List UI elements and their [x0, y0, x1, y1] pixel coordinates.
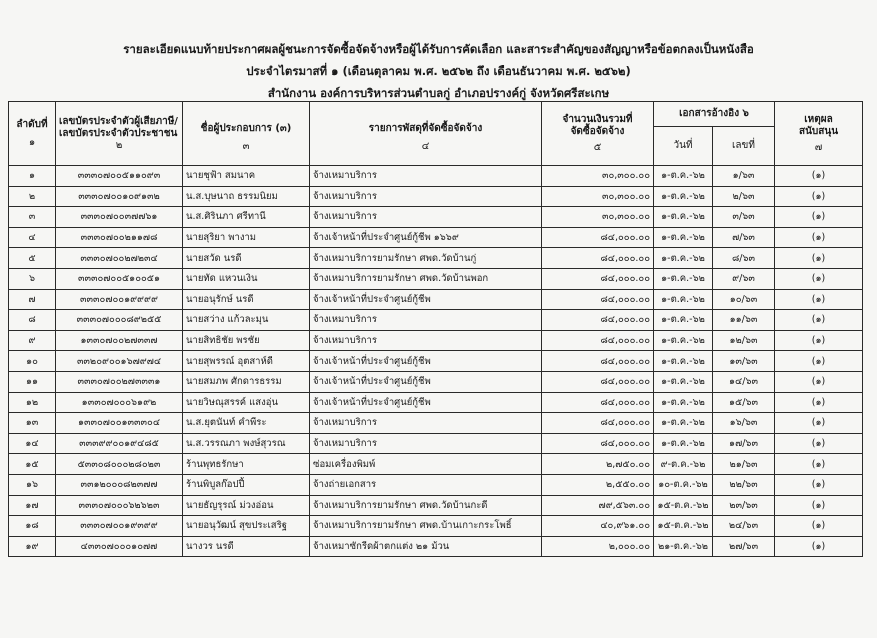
row-taxid: ๓๓๓๐๗๐๐๓๗๗๖๑: [56, 207, 183, 228]
row-ref-no: ๑๖/๖๓: [713, 413, 775, 434]
row-taxid: ๓๓๒๐๙๐๐๑๖๗๙๗๔: [56, 351, 183, 372]
row-taxid: ๓๓๓๐๗๐๐๐๘๙๒๕๕: [56, 310, 183, 331]
document-period: ประจำไตรมาสที่ ๑ (เดือนตุลาคม พ.ศ. ๒๕๖๒ ถึง เดือนธันวาคม พ.ศ. ๒๕๖๒): [246, 64, 631, 78]
row-reason: (๑): [775, 474, 863, 495]
row-amount: ๘๔,๐๐๐.๐๐: [542, 330, 654, 351]
row-ref-no: ๒๔/๖๓: [713, 516, 775, 537]
table-row: [9, 516, 863, 537]
row-ref-date: ๑-ต.ค.-๖๒: [654, 248, 713, 269]
row-ref-date: ๑-ต.ค.-๖๒: [654, 371, 713, 392]
row-amount: ๘๔,๐๐๐.๐๐: [542, 289, 654, 310]
row-vendor-name: นางวร นรดี: [183, 536, 310, 557]
row-ref-no: ๒๗/๖๓: [713, 536, 775, 557]
row-item: จ้างเหมาบริการ: [310, 413, 542, 434]
row-item: จ้างเจ้าหน้าที่ประจำศูนย์กู้ชีพ: [310, 351, 542, 372]
row-item: จ้างเจ้าหน้าที่ประจำศูนย์กู้ชีพ: [310, 392, 542, 413]
row-item: จ้างเหมาบริการยามรักษา ศพด.บ้านเกาะกระโพธิ์: [310, 516, 542, 537]
row-taxid: ๓๓๑๒๐๐๐๘๒๓๗๗: [56, 474, 183, 495]
row-taxid: ๓๓๓๐๗๐๐๑๐๙๑๓๒: [56, 186, 183, 207]
document-title: รายละเอียดแนบท้ายประกาศผลผู้ชนะการจัดซื้อจัดจ้างหรือผู้ได้รับการคัดเลือก และสาระสำคัญของสัญญาหรือข้อตกลงเป็นหนังสือ: [123, 42, 754, 56]
row-reason: (๑): [775, 371, 863, 392]
table-row: [9, 186, 863, 207]
row-taxid: ๓๓๓๐๗๐๐๒๗๒๓๔: [56, 248, 183, 269]
row-ref-no: ๑/๖๓: [713, 166, 775, 187]
row-reason: (๑): [775, 289, 863, 310]
table-row: [9, 166, 863, 187]
row-ref-no: ๙/๖๓: [713, 268, 775, 289]
header-ref-date: วันที่: [654, 127, 713, 166]
header-amount: จำนวนเงินรวมที่ จัดซื้อจัดจ้าง ๕: [542, 102, 654, 166]
row-item: จ้างเจ้าหน้าที่ประจำศูนย์กู้ชีพ: [310, 371, 542, 392]
row-ref-date: ๑-ต.ค.-๖๒: [654, 351, 713, 372]
row-vendor-name: น.ส.ยุตนันท์ คำพีระ: [183, 413, 310, 434]
row-taxid: ๓๓๓๐๗๐๐๑๙๙๙๙: [56, 289, 183, 310]
table-row: [9, 413, 863, 434]
row-ref-no: ๑๕/๖๓: [713, 392, 775, 413]
row-amount: ๓๐,๓๐๐.๐๐: [542, 166, 654, 187]
row-reason: (๑): [775, 516, 863, 537]
header-reference: เอกสารอ้างอิง ๖: [654, 102, 775, 127]
row-ref-date: ๑-ต.ค.-๖๒: [654, 227, 713, 248]
table-row: [9, 227, 863, 248]
row-reason: (๑): [775, 330, 863, 351]
row-number: ๑๐: [9, 351, 56, 372]
row-number: ๑๖: [9, 474, 56, 495]
row-item: จ้างเหมาบริการ: [310, 433, 542, 454]
row-ref-date: ๙-ต.ค.-๖๒: [654, 454, 713, 475]
row-amount: ๘๔,๐๐๐.๐๐: [542, 227, 654, 248]
row-number: ๑๗: [9, 495, 56, 516]
table-row: [9, 474, 863, 495]
row-ref-date: ๑๕-ต.ค.-๖๒: [654, 495, 713, 516]
table-row: [9, 248, 863, 269]
header-taxid: เลขบัตรประจำตัวผู้เสียภาษี/ เลขบัตรประจำตัวประชาชน ๒: [56, 102, 183, 166]
row-number: ๔: [9, 227, 56, 248]
row-vendor-name: นายทัด แหวนเงิน: [183, 268, 310, 289]
row-ref-date: ๑๕-ต.ค.-๖๒: [654, 516, 713, 537]
row-reason: (๑): [775, 207, 863, 228]
row-number: ๑๘: [9, 516, 56, 537]
row-vendor-name: ร้านพิบูลก๊อปปี้: [183, 474, 310, 495]
row-amount: ๘๔,๐๐๐.๐๐: [542, 248, 654, 269]
row-reason: (๑): [775, 392, 863, 413]
row-number: ๑๔: [9, 433, 56, 454]
row-ref-date: ๑๐-ต.ค.-๖๒: [654, 474, 713, 495]
row-amount: ๓๐,๓๐๐.๐๐: [542, 207, 654, 228]
row-ref-no: ๑๔/๖๓: [713, 371, 775, 392]
row-ref-no: ๒๑/๖๓: [713, 454, 775, 475]
row-taxid: ๓๓๓๐๗๐๐๐๖๒๖๒๓: [56, 495, 183, 516]
row-vendor-name: นายธัญรุรณ์ ม่วงอ่อน: [183, 495, 310, 516]
table-row: [9, 207, 863, 228]
row-vendor-name: ร้านพุทธรักษา: [183, 454, 310, 475]
row-ref-no: ๒๒/๖๓: [713, 474, 775, 495]
row-amount: ๘๔,๐๐๐.๐๐: [542, 392, 654, 413]
table-header: [9, 102, 863, 166]
table-row: [9, 268, 863, 289]
row-vendor-name: นายสวัด นรดี: [183, 248, 310, 269]
table-row: [9, 433, 863, 454]
row-amount: ๘๔,๐๐๐.๐๐: [542, 371, 654, 392]
table-row: [9, 371, 863, 392]
procurement-table-wrapper: [8, 101, 863, 557]
row-item: จ้างเหมาบริการ: [310, 186, 542, 207]
row-item: ซ่อมเครื่องพิมพ์: [310, 454, 542, 475]
row-amount: ๘๔,๐๐๐.๐๐: [542, 351, 654, 372]
row-ref-no: ๓/๖๓: [713, 207, 775, 228]
row-ref-no: ๑๗/๖๓: [713, 433, 775, 454]
row-number: ๙: [9, 330, 56, 351]
row-amount: ๓๐,๓๐๐.๐๐: [542, 186, 654, 207]
row-ref-date: ๑-ต.ค.-๖๒: [654, 207, 713, 228]
row-amount: ๒,๗๕๐.๐๐: [542, 454, 654, 475]
row-taxid: ๑๓๓๐๗๐๐๑๓๓๓๐๔: [56, 413, 183, 434]
header-reason: เหตุผล สนับสนุน ๗: [775, 102, 863, 166]
row-taxid: ๕๓๓๐๘๐๐๐๒๘๐๒๓: [56, 454, 183, 475]
row-vendor-name: นายสิทธิชัย พรชัย: [183, 330, 310, 351]
row-reason: (๑): [775, 227, 863, 248]
row-item: จ้างเหมาบริการ: [310, 166, 542, 187]
row-number: ๕: [9, 248, 56, 269]
row-reason: (๑): [775, 186, 863, 207]
row-taxid: ๓๓๓๐๗๐๐๕๑๐๐๕๑: [56, 268, 183, 289]
row-reason: (๑): [775, 166, 863, 187]
row-ref-date: ๑-ต.ค.-๖๒: [654, 310, 713, 331]
row-taxid: ๑๓๓๐๗๐๐๐๖๑๙๒: [56, 392, 183, 413]
procurement-table: [8, 101, 863, 557]
row-item: จ้างเหมาบริการยามรักษา ศพด.วัดบ้านพอก: [310, 268, 542, 289]
row-ref-no: ๑๑/๖๓: [713, 310, 775, 331]
row-ref-no: ๑๒/๖๓: [713, 330, 775, 351]
document-header: [0, 38, 877, 104]
row-ref-no: ๑๓/๖๓: [713, 351, 775, 372]
row-taxid: ๓๓๓๐๗๐๐๑๙๓๙๙: [56, 516, 183, 537]
row-taxid: ๓๓๓๐๗๐๐๒๗๓๓๓๑: [56, 371, 183, 392]
table-body: [9, 166, 863, 557]
row-number: ๓: [9, 207, 56, 228]
table-row: [9, 536, 863, 557]
row-amount: ๘๔,๐๐๐.๐๐: [542, 268, 654, 289]
row-reason: (๑): [775, 248, 863, 269]
row-amount: ๘๔,๐๐๐.๐๐: [542, 413, 654, 434]
row-taxid: ๓๓๓๐๗๐๐๒๑๑๗๘: [56, 227, 183, 248]
table-row: [9, 351, 863, 372]
row-amount: ๒,๕๕๐.๐๐: [542, 474, 654, 495]
row-vendor-name: นายอนุวัฒน์ สุขประเสริฐ: [183, 516, 310, 537]
row-item: จ้างเหมาบริการยามรักษา ศพด.วัดบ้านกู่: [310, 248, 542, 269]
row-taxid: ๓๓๓๐๗๐๐๕๑๑๐๙๓: [56, 166, 183, 187]
table-row: [9, 454, 863, 475]
row-vendor-name: น.ส.วรรณภา พงษ์สุวรณ: [183, 433, 310, 454]
table-row: [9, 310, 863, 331]
row-amount: ๗๙,๕๖๓.๐๐: [542, 495, 654, 516]
row-ref-date: ๑-ต.ค.-๖๒: [654, 330, 713, 351]
row-vendor-name: นายสว่าง แก้วละมุน: [183, 310, 310, 331]
row-number: ๘: [9, 310, 56, 331]
row-vendor-name: นายสุริยา พางาม: [183, 227, 310, 248]
row-ref-no: ๗/๖๓: [713, 227, 775, 248]
row-vendor-name: นายวิษณุสรรค์ แสงอุ่น: [183, 392, 310, 413]
row-number: ๑๒: [9, 392, 56, 413]
row-ref-date: ๑-ต.ค.-๖๒: [654, 392, 713, 413]
row-ref-date: ๑-ต.ค.-๖๒: [654, 166, 713, 187]
row-vendor-name: นายอนุรักษ์ นรดี: [183, 289, 310, 310]
header-vendor: ชื่อผู้ประกอบการ (๓) ๓: [183, 102, 310, 166]
table-row: [9, 330, 863, 351]
row-item: จ้างเหมาบริการ: [310, 330, 542, 351]
row-number: ๑๓: [9, 413, 56, 434]
row-ref-no: ๘/๖๓: [713, 248, 775, 269]
row-number: ๑๑: [9, 371, 56, 392]
row-ref-no: ๒/๖๓: [713, 186, 775, 207]
row-number: ๑๕: [9, 454, 56, 475]
row-item: จ้างเหมาซักรีดผ้าตกแต่ง ๒๑ ม้วน: [310, 536, 542, 557]
row-ref-date: ๑-ต.ค.-๖๒: [654, 413, 713, 434]
row-ref-date: ๑-ต.ค.-๖๒: [654, 186, 713, 207]
row-ref-no: ๑๐/๖๓: [713, 289, 775, 310]
document-office: สำนักงาน องค์การบริหารส่วนตำบลกู่ อำเภอปรางค์กู่ จังหวัดศรีสะเกษ: [267, 86, 610, 100]
row-taxid: ๔๓๓๐๗๐๐๐๑๐๗๗: [56, 536, 183, 557]
row-reason: (๑): [775, 310, 863, 331]
row-number: ๑๙: [9, 536, 56, 557]
row-vendor-name: นายชุฟ้า สมนาค: [183, 166, 310, 187]
row-reason: (๑): [775, 268, 863, 289]
row-item: จ้างเหมาบริการ: [310, 310, 542, 331]
row-amount: ๔๐,๙๖๑.๐๐: [542, 516, 654, 537]
row-reason: (๑): [775, 536, 863, 557]
row-taxid: ๑๓๓๐๗๐๐๒๗๓๓๗: [56, 330, 183, 351]
row-vendor-name: นายสุพรรณ์ อุตสาห์ดี: [183, 351, 310, 372]
row-ref-date: ๑-ต.ค.-๖๒: [654, 268, 713, 289]
row-number: ๑: [9, 166, 56, 187]
table-row: [9, 289, 863, 310]
header-no: ลำดับที่ ๑: [9, 102, 56, 166]
table-row: [9, 392, 863, 413]
row-reason: (๑): [775, 495, 863, 516]
row-reason: (๑): [775, 433, 863, 454]
row-amount: ๘๔,๐๐๐.๐๐: [542, 310, 654, 331]
row-vendor-name: น.ส.ศิรินภา ศรีทานี: [183, 207, 310, 228]
row-number: ๗: [9, 289, 56, 310]
row-reason: (๑): [775, 413, 863, 434]
row-reason: (๑): [775, 351, 863, 372]
row-item: จ้างเจ้าหน้าที่ประจำศูนย์กู้ชีพ ๑๖๖๙: [310, 227, 542, 248]
row-vendor-name: น.ส.บุษนาถ ธรรมนิยม: [183, 186, 310, 207]
row-item: จ้างเหมาบริการ: [310, 207, 542, 228]
row-vendor-name: นายสมภพ ศักดารธรรม: [183, 371, 310, 392]
table-row: [9, 495, 863, 516]
row-number: ๒: [9, 186, 56, 207]
row-item: จ้างเหมาบริการยามรักษา ศพด.วัดบ้านกะดี: [310, 495, 542, 516]
row-taxid: ๓๓๓๙๙๐๐๑๙๔๘๕: [56, 433, 183, 454]
row-item: จ้างเจ้าหน้าที่ประจำศูนย์กู้ชีพ: [310, 289, 542, 310]
row-ref-date: ๑-ต.ค.-๖๒: [654, 433, 713, 454]
header-ref-no: เลขที่: [713, 127, 775, 166]
row-ref-date: ๑-ต.ค.-๖๒: [654, 289, 713, 310]
header-item: รายการพัสดุที่จัดซื้อจัดจ้าง ๔: [310, 102, 542, 166]
row-amount: ๒,๐๐๐.๐๐: [542, 536, 654, 557]
row-reason: (๑): [775, 454, 863, 475]
row-item: จ้างถ่ายเอกสาร: [310, 474, 542, 495]
row-number: ๖: [9, 268, 56, 289]
row-ref-no: ๒๓/๖๓: [713, 495, 775, 516]
row-ref-date: ๒๑-ต.ค.-๖๒: [654, 536, 713, 557]
row-amount: ๘๔,๐๐๐.๐๐: [542, 433, 654, 454]
